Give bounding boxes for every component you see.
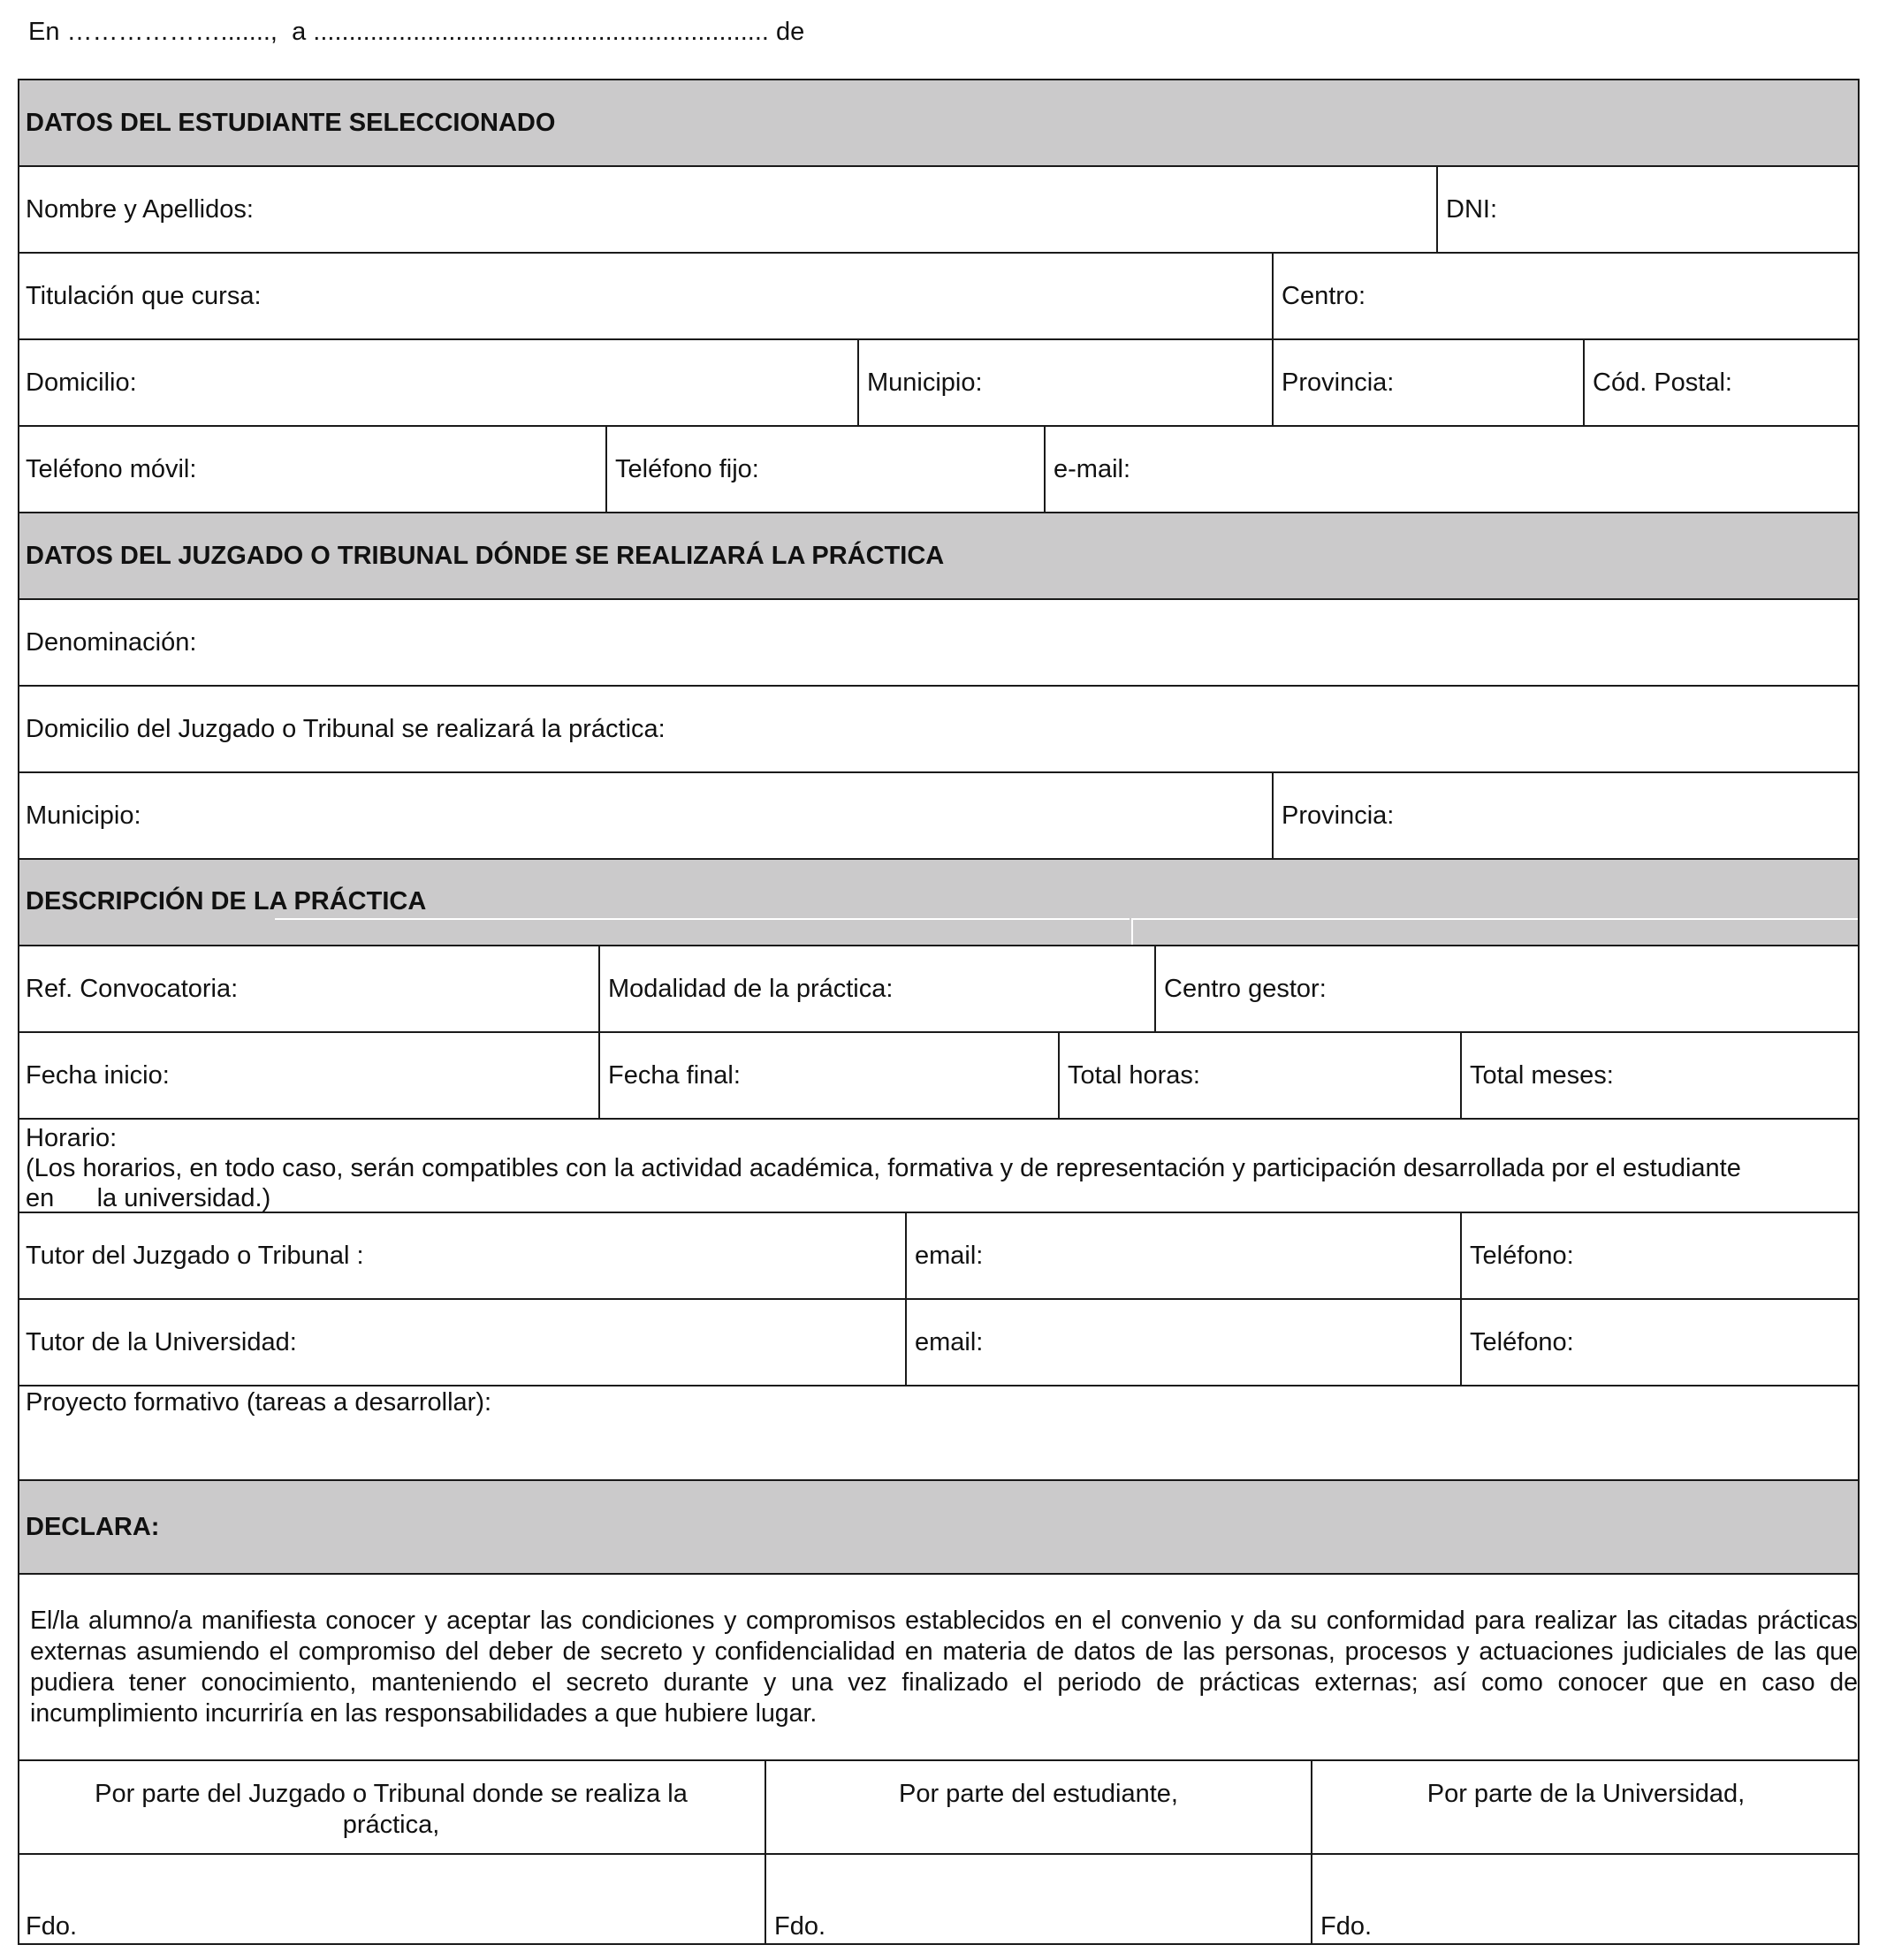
- tutor-universidad-row: [18, 1298, 1860, 1385]
- centro-field[interactable]: [1272, 254, 1860, 338]
- domicilio-label: Domicilio:: [26, 368, 137, 397]
- student-address-row: [18, 338, 1860, 425]
- court-denominacion-row: [18, 598, 1860, 685]
- student-section-title: DATOS DEL ESTUDIANTE SELECCIONADO: [26, 108, 556, 137]
- declara-section-title: DECLARA:: [26, 1512, 160, 1541]
- tutor-juzgado-field[interactable]: [18, 1213, 905, 1298]
- signature-juzgado-box[interactable]: [18, 1855, 765, 1943]
- tutor-universidad-telefono-label: Teléfono:: [1470, 1327, 1574, 1356]
- total-meses-field[interactable]: [1460, 1033, 1860, 1118]
- form-bottom-border: [18, 1943, 1860, 1945]
- student-contact-row: [18, 425, 1860, 512]
- signature-universidad-label: Por parte de la Universidad,: [1426, 1780, 1746, 1808]
- modalidad-field[interactable]: [598, 946, 1154, 1031]
- signature-juzgado-heading: [18, 1761, 765, 1853]
- court-domicilio-row: [18, 685, 1860, 771]
- fecha-inicio-label: Fecha inicio:: [26, 1060, 170, 1090]
- telefono-fijo-field[interactable]: [605, 427, 1044, 512]
- declaration-text: El/la alumno/a manifiesta conocer y aceptar las condiciones y compromisos establecidos en el convenio y da su conformidad para realizar las citadas prácticas externas asumiendo el compromiso del deber de secreto y confidencialidad en materia de datos de las personas, procesos y actuaciones judiciales de las que pudiera tener conocimiento, manteniendo el secreto durante y una vez finalizado el periodo de prácticas externas; así como conocer que en caso de incumplimiento incurriría en las responsabilidades a que hubiere lugar.: [30, 1606, 1858, 1728]
- signature-universidad-box[interactable]: [1311, 1855, 1860, 1943]
- fecha-inicio-field[interactable]: [18, 1033, 598, 1118]
- ref-convocatoria-label: Ref. Convocatoria:: [26, 974, 239, 1003]
- denominacion-field[interactable]: [18, 600, 1860, 685]
- declaration-row: [18, 1573, 1860, 1759]
- signature-estudiante-heading: [765, 1761, 1311, 1853]
- municipio-field[interactable]: [857, 340, 1272, 425]
- horario-row[interactable]: [18, 1118, 1860, 1212]
- fdo-universidad-label: Fdo.: [1320, 1912, 1373, 1941]
- dni-field[interactable]: [1436, 167, 1860, 252]
- centro-gestor-field[interactable]: [1154, 946, 1860, 1031]
- declara-section-header: [18, 1479, 1860, 1573]
- signature-heading-row: [18, 1759, 1860, 1853]
- cod-postal-field[interactable]: [1583, 340, 1860, 425]
- tutor-juzgado-row: [18, 1212, 1860, 1298]
- student-name-row: [18, 165, 1860, 252]
- practice-dates-row: [18, 1031, 1860, 1118]
- total-horas-field[interactable]: [1058, 1033, 1460, 1118]
- telefono-movil-label: Teléfono móvil:: [26, 454, 197, 483]
- modalidad-label: Modalidad de la práctica:: [608, 974, 894, 1003]
- domicilio-field[interactable]: [18, 340, 857, 425]
- tutor-juzgado-email-field[interactable]: [905, 1213, 1460, 1298]
- total-horas-label: Total horas:: [1068, 1060, 1200, 1090]
- description-section-title: DESCRIPCIÓN DE LA PRÁCTICA: [26, 887, 427, 915]
- centro-gestor-label: Centro gestor:: [1164, 974, 1327, 1003]
- tutor-juzgado-label: Tutor del Juzgado o Tribunal :: [26, 1241, 364, 1270]
- tutor-universidad-email-label: email:: [915, 1327, 984, 1356]
- provincia-field[interactable]: [1272, 340, 1583, 425]
- ref-convocatoria-field[interactable]: [18, 946, 598, 1031]
- telefono-fijo-label: Teléfono fijo:: [615, 454, 759, 483]
- description-section-header: [18, 858, 1860, 945]
- signature-juzgado-label: Por parte del Juzgado o Tribunal donde se realiza la práctica,: [95, 1780, 688, 1839]
- tutor-universidad-label: Tutor de la Universidad:: [26, 1327, 297, 1356]
- nombre-field[interactable]: [18, 167, 1436, 252]
- fecha-final-label: Fecha final:: [608, 1060, 741, 1090]
- signature-universidad-heading: [1311, 1761, 1860, 1853]
- court-section-title: DATOS DEL JUZGADO O TRIBUNAL DÓNDE SE REALIZARÁ LA PRÁCTICA: [26, 541, 945, 570]
- horario-label: Horario:: [26, 1124, 118, 1152]
- email-field[interactable]: [1044, 427, 1860, 512]
- nombre-label: Nombre y Apellidos:: [26, 194, 254, 224]
- signature-estudiante-label: Por parte del estudiante,: [899, 1780, 1178, 1808]
- dni-label: DNI:: [1446, 194, 1497, 224]
- signature-fdo-row: [18, 1853, 1860, 1943]
- titulacion-field[interactable]: [18, 254, 1272, 338]
- court-provincia-label: Provincia:: [1282, 801, 1395, 830]
- student-section-header: [18, 79, 1860, 165]
- cod-postal-label: Cód. Postal:: [1593, 368, 1732, 397]
- proyecto-row[interactable]: [18, 1385, 1860, 1479]
- fdo-juzgado-label: Fdo.: [26, 1912, 78, 1941]
- municipio-label: Municipio:: [867, 368, 983, 397]
- horario-note-2: en la universidad.): [26, 1184, 271, 1212]
- court-location-row: [18, 771, 1860, 858]
- horario-note-1: (Los horarios, en todo caso, serán compatibles con la actividad académica, formativa y de representación y participación desarrollada por el estudiante: [26, 1154, 1741, 1182]
- signature-estudiante-box[interactable]: [765, 1855, 1311, 1943]
- court-domicilio-label: Domicilio del Juzgado o Tribunal se realizará la práctica:: [26, 714, 666, 743]
- practice-ref-row: [18, 945, 1860, 1031]
- tutor-juzgado-email-label: email:: [915, 1241, 984, 1270]
- tutor-universidad-telefono-field[interactable]: [1460, 1300, 1860, 1385]
- denominacion-label: Denominación:: [26, 627, 197, 657]
- centro-label: Centro:: [1282, 281, 1366, 310]
- court-domicilio-field[interactable]: [18, 687, 1860, 771]
- tutor-universidad-email-field[interactable]: [905, 1300, 1460, 1385]
- court-provincia-field[interactable]: [1272, 773, 1860, 858]
- student-titulacion-row: [18, 252, 1860, 338]
- fdo-estudiante-label: Fdo.: [774, 1912, 826, 1941]
- tutor-universidad-field[interactable]: [18, 1300, 905, 1385]
- telefono-movil-field[interactable]: [18, 427, 605, 512]
- fecha-final-field[interactable]: [598, 1033, 1058, 1118]
- court-section-header: [18, 512, 1860, 598]
- provincia-label: Provincia:: [1282, 368, 1395, 397]
- email-label: e-mail:: [1054, 454, 1131, 483]
- proyecto-label: Proyecto formativo (tareas a desarrollar):: [26, 1388, 492, 1417]
- tutor-juzgado-telefono-label: Teléfono:: [1470, 1241, 1574, 1270]
- court-municipio-label: Municipio:: [26, 801, 141, 830]
- total-meses-label: Total meses:: [1470, 1060, 1614, 1090]
- titulacion-label: Titulación que cursa:: [26, 281, 262, 310]
- place-date-line[interactable]: En ………………......., a ................................................................ de: [28, 18, 805, 46]
- tutor-juzgado-telefono-field[interactable]: [1460, 1213, 1860, 1298]
- court-municipio-field[interactable]: [18, 773, 1272, 858]
